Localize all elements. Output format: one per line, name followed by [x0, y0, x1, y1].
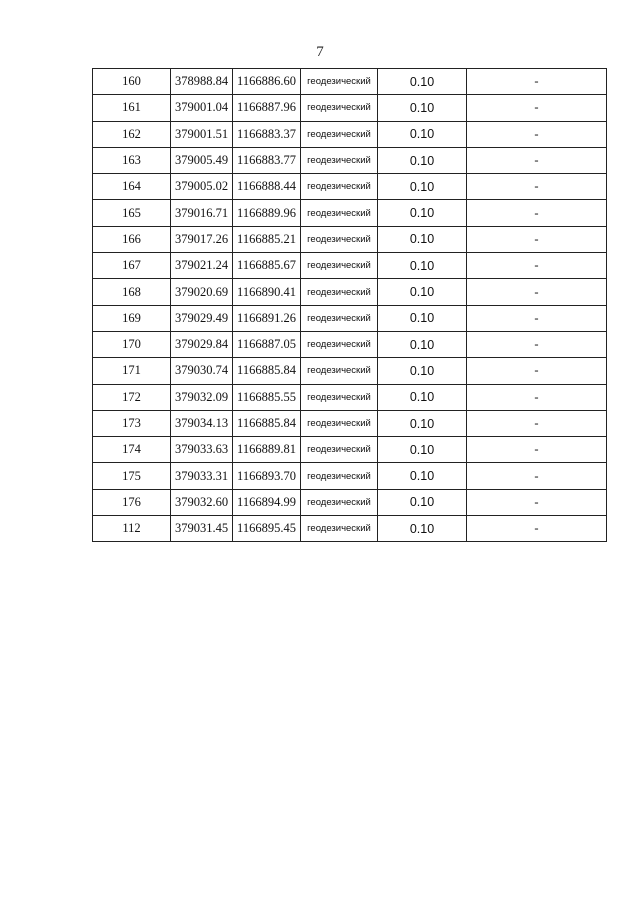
coordinates-table-body	[93, 69, 607, 542]
x-coordinate-cell: 379032.60	[171, 489, 233, 515]
description-cell: -	[467, 331, 607, 357]
table-row	[93, 384, 607, 410]
accuracy-cell: 0.10	[378, 226, 467, 252]
y-coordinate-cell: 1166885.55	[233, 384, 301, 410]
point-number-cell: 174	[93, 437, 171, 463]
method-cell: геодезический	[301, 384, 378, 410]
y-coordinate-cell: 1166883.37	[233, 121, 301, 147]
accuracy-cell: 0.10	[378, 200, 467, 226]
description-cell: -	[467, 253, 607, 279]
y-coordinate-cell: 1166885.21	[233, 226, 301, 252]
point-number-cell: 164	[93, 174, 171, 200]
description-cell: -	[467, 358, 607, 384]
accuracy-cell: 0.10	[378, 516, 467, 542]
table-row	[93, 174, 607, 200]
table-row	[93, 226, 607, 252]
description-cell: -	[467, 489, 607, 515]
x-coordinate-cell: 379033.31	[171, 463, 233, 489]
y-coordinate-cell: 1166895.45	[233, 516, 301, 542]
x-coordinate-cell: 379029.49	[171, 305, 233, 331]
x-coordinate-cell: 379001.04	[171, 95, 233, 121]
y-coordinate-cell: 1166889.96	[233, 200, 301, 226]
point-number-cell: 167	[93, 253, 171, 279]
coordinates-table	[92, 68, 607, 542]
point-number-cell: 160	[93, 69, 171, 95]
point-number-cell: 173	[93, 410, 171, 436]
description-cell: -	[467, 305, 607, 331]
x-coordinate-cell: 379020.69	[171, 279, 233, 305]
description-cell: -	[467, 463, 607, 489]
x-coordinate-cell: 379017.26	[171, 226, 233, 252]
method-cell: геодезический	[301, 200, 378, 226]
y-coordinate-cell: 1166886.60	[233, 69, 301, 95]
x-coordinate-cell: 379033.63	[171, 437, 233, 463]
accuracy-cell: 0.10	[378, 305, 467, 331]
description-cell: -	[467, 174, 607, 200]
method-cell: геодезический	[301, 463, 378, 489]
y-coordinate-cell: 1166887.96	[233, 95, 301, 121]
description-cell: -	[467, 95, 607, 121]
y-coordinate-cell: 1166890.41	[233, 279, 301, 305]
method-cell: геодезический	[301, 516, 378, 542]
table-row	[93, 147, 607, 173]
accuracy-cell: 0.10	[378, 489, 467, 515]
table-row	[93, 200, 607, 226]
x-coordinate-cell: 379005.02	[171, 174, 233, 200]
x-coordinate-cell: 379032.09	[171, 384, 233, 410]
x-coordinate-cell: 379005.49	[171, 147, 233, 173]
method-cell: геодезический	[301, 253, 378, 279]
accuracy-cell: 0.10	[378, 410, 467, 436]
table-row	[93, 69, 607, 95]
method-cell: геодезический	[301, 174, 378, 200]
accuracy-cell: 0.10	[378, 437, 467, 463]
x-coordinate-cell: 379001.51	[171, 121, 233, 147]
description-cell: -	[467, 121, 607, 147]
x-coordinate-cell: 379016.71	[171, 200, 233, 226]
accuracy-cell: 0.10	[378, 331, 467, 357]
table-row	[93, 331, 607, 357]
table-row	[93, 437, 607, 463]
table-row	[93, 305, 607, 331]
table-row	[93, 95, 607, 121]
y-coordinate-cell: 1166888.44	[233, 174, 301, 200]
x-coordinate-cell: 379030.74	[171, 358, 233, 384]
method-cell: геодезический	[301, 489, 378, 515]
y-coordinate-cell: 1166883.77	[233, 147, 301, 173]
method-cell: геодезический	[301, 410, 378, 436]
method-cell: геодезический	[301, 147, 378, 173]
accuracy-cell: 0.10	[378, 463, 467, 489]
table-row	[93, 279, 607, 305]
x-coordinate-cell: 379034.13	[171, 410, 233, 436]
description-cell: -	[467, 437, 607, 463]
description-cell: -	[467, 516, 607, 542]
description-cell: -	[467, 410, 607, 436]
accuracy-cell: 0.10	[378, 174, 467, 200]
y-coordinate-cell: 1166885.84	[233, 358, 301, 384]
x-coordinate-cell: 379031.45	[171, 516, 233, 542]
accuracy-cell: 0.10	[378, 147, 467, 173]
point-number-cell: 170	[93, 331, 171, 357]
method-cell: геодезический	[301, 226, 378, 252]
y-coordinate-cell: 1166893.70	[233, 463, 301, 489]
method-cell: геодезический	[301, 95, 378, 121]
method-cell: геодезический	[301, 437, 378, 463]
x-coordinate-cell: 379021.24	[171, 253, 233, 279]
y-coordinate-cell: 1166885.84	[233, 410, 301, 436]
description-cell: -	[467, 147, 607, 173]
accuracy-cell: 0.10	[378, 253, 467, 279]
point-number-cell: 169	[93, 305, 171, 331]
table-row	[93, 463, 607, 489]
y-coordinate-cell: 1166887.05	[233, 331, 301, 357]
table-row	[93, 358, 607, 384]
y-coordinate-cell: 1166891.26	[233, 305, 301, 331]
table-row	[93, 516, 607, 542]
accuracy-cell: 0.10	[378, 384, 467, 410]
table-row	[93, 489, 607, 515]
point-number-cell: 175	[93, 463, 171, 489]
point-number-cell: 172	[93, 384, 171, 410]
table-row	[93, 121, 607, 147]
method-cell: геодезический	[301, 279, 378, 305]
table-row	[93, 253, 607, 279]
description-cell: -	[467, 384, 607, 410]
point-number-cell: 162	[93, 121, 171, 147]
point-number-cell: 166	[93, 226, 171, 252]
method-cell: геодезический	[301, 69, 378, 95]
x-coordinate-cell: 379029.84	[171, 331, 233, 357]
y-coordinate-cell: 1166889.81	[233, 437, 301, 463]
point-number-cell: 165	[93, 200, 171, 226]
method-cell: геодезический	[301, 358, 378, 384]
description-cell: -	[467, 279, 607, 305]
table-row	[93, 410, 607, 436]
method-cell: геодезический	[301, 305, 378, 331]
x-coordinate-cell: 378988.84	[171, 69, 233, 95]
accuracy-cell: 0.10	[378, 69, 467, 95]
y-coordinate-cell: 1166894.99	[233, 489, 301, 515]
page-number: 7	[316, 44, 324, 60]
point-number-cell: 171	[93, 358, 171, 384]
point-number-cell: 163	[93, 147, 171, 173]
description-cell: -	[467, 200, 607, 226]
point-number-cell: 112	[93, 516, 171, 542]
point-number-cell: 161	[93, 95, 171, 121]
point-number-cell: 176	[93, 489, 171, 515]
method-cell: геодезический	[301, 331, 378, 357]
method-cell: геодезический	[301, 121, 378, 147]
accuracy-cell: 0.10	[378, 279, 467, 305]
description-cell: -	[467, 226, 607, 252]
point-number-cell: 168	[93, 279, 171, 305]
accuracy-cell: 0.10	[378, 121, 467, 147]
y-coordinate-cell: 1166885.67	[233, 253, 301, 279]
accuracy-cell: 0.10	[378, 358, 467, 384]
description-cell: -	[467, 69, 607, 95]
accuracy-cell: 0.10	[378, 95, 467, 121]
